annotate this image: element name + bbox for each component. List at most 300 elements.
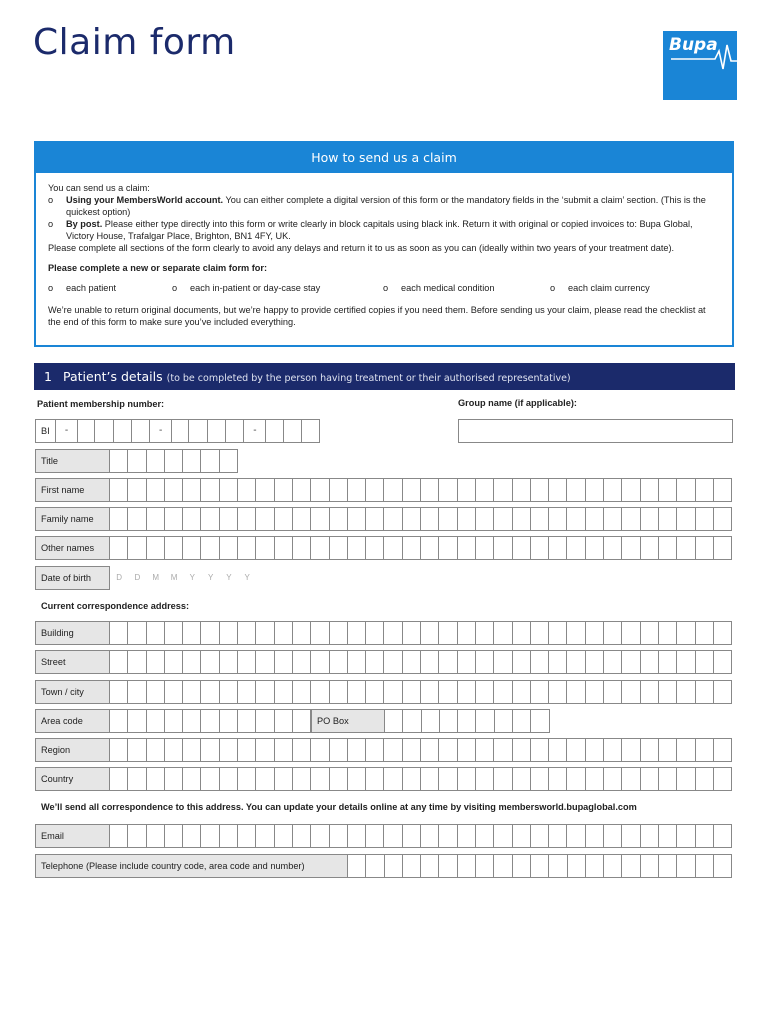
- char-cell[interactable]: [622, 507, 640, 531]
- char-cell[interactable]: [201, 680, 219, 704]
- char-cell[interactable]: [494, 507, 512, 531]
- char-cell[interactable]: [348, 680, 366, 704]
- char-cell[interactable]: [275, 478, 293, 502]
- char-cell[interactable]: [147, 536, 165, 560]
- membership-digit-cell[interactable]: [208, 419, 226, 443]
- char-cell[interactable]: [531, 738, 549, 762]
- char-cell[interactable]: [128, 709, 146, 733]
- char-cell[interactable]: [293, 709, 311, 733]
- char-cell[interactable]: [256, 824, 274, 848]
- char-cell[interactable]: [147, 680, 165, 704]
- char-cell[interactable]: [348, 824, 366, 848]
- char-cell[interactable]: [476, 824, 494, 848]
- char-cell[interactable]: [348, 767, 366, 791]
- char-cell[interactable]: [293, 767, 311, 791]
- char-cell[interactable]: [147, 478, 165, 502]
- char-cell[interactable]: [238, 709, 256, 733]
- char-cell[interactable]: [384, 478, 402, 502]
- char-cell[interactable]: [549, 680, 567, 704]
- char-cell[interactable]: [366, 621, 384, 645]
- char-cell[interactable]: [439, 478, 457, 502]
- char-cell[interactable]: [422, 709, 440, 733]
- char-cell[interactable]: [531, 854, 549, 878]
- char-cell[interactable]: [567, 738, 585, 762]
- char-cell[interactable]: [220, 478, 238, 502]
- char-cell[interactable]: [458, 507, 476, 531]
- char-cell[interactable]: [677, 621, 695, 645]
- char-cell[interactable]: [348, 854, 366, 878]
- char-cell[interactable]: [348, 738, 366, 762]
- char-cell[interactable]: [659, 680, 677, 704]
- char-cell[interactable]: [238, 478, 256, 502]
- membership-digit-cell[interactable]: [132, 419, 150, 443]
- char-cell[interactable]: [201, 478, 219, 502]
- char-cell[interactable]: [439, 680, 457, 704]
- char-cell[interactable]: [696, 824, 714, 848]
- char-cell[interactable]: [531, 680, 549, 704]
- char-cell[interactable]: [677, 680, 695, 704]
- char-cell[interactable]: [275, 680, 293, 704]
- char-cell[interactable]: [513, 680, 531, 704]
- char-cell[interactable]: [311, 738, 329, 762]
- char-cell[interactable]: [403, 621, 421, 645]
- char-cell[interactable]: [311, 680, 329, 704]
- char-cell[interactable]: [366, 536, 384, 560]
- char-cell[interactable]: [110, 621, 128, 645]
- char-cell[interactable]: [165, 709, 183, 733]
- char-cell[interactable]: [384, 738, 402, 762]
- char-cell[interactable]: [513, 767, 531, 791]
- char-cell[interactable]: [458, 650, 476, 674]
- char-cell[interactable]: [622, 650, 640, 674]
- char-cell[interactable]: [201, 709, 219, 733]
- char-cell[interactable]: [128, 478, 146, 502]
- char-cell[interactable]: [439, 507, 457, 531]
- char-cell[interactable]: [311, 536, 329, 560]
- char-cell[interactable]: [256, 767, 274, 791]
- char-cell[interactable]: [513, 478, 531, 502]
- char-cell[interactable]: [220, 738, 238, 762]
- char-cell[interactable]: [677, 507, 695, 531]
- char-cell[interactable]: [677, 854, 695, 878]
- char-cell[interactable]: [183, 478, 201, 502]
- char-cell[interactable]: [256, 650, 274, 674]
- membership-digit-cell[interactable]: [171, 419, 189, 443]
- char-cell[interactable]: [403, 536, 421, 560]
- char-cell[interactable]: [330, 536, 348, 560]
- char-cell[interactable]: [476, 709, 494, 733]
- char-cell[interactable]: [494, 621, 512, 645]
- char-cell[interactable]: [696, 507, 714, 531]
- char-cell[interactable]: [238, 650, 256, 674]
- char-cell[interactable]: [403, 680, 421, 704]
- char-cell[interactable]: [256, 478, 274, 502]
- char-cell[interactable]: [622, 767, 640, 791]
- char-cell[interactable]: [330, 478, 348, 502]
- char-cell[interactable]: [458, 738, 476, 762]
- char-cell[interactable]: [421, 536, 439, 560]
- char-cell[interactable]: [421, 767, 439, 791]
- char-cell[interactable]: [494, 738, 512, 762]
- membership-digit-cell[interactable]: [114, 419, 132, 443]
- char-cell[interactable]: [366, 767, 384, 791]
- char-cell[interactable]: [403, 709, 421, 733]
- char-cell[interactable]: [238, 536, 256, 560]
- char-cell[interactable]: Y: [201, 566, 219, 590]
- char-cell[interactable]: [201, 507, 219, 531]
- char-cell[interactable]: [128, 507, 146, 531]
- char-cell[interactable]: [165, 650, 183, 674]
- char-cell[interactable]: [293, 680, 311, 704]
- char-cell[interactable]: [293, 507, 311, 531]
- char-cell[interactable]: [275, 507, 293, 531]
- char-cell[interactable]: [476, 767, 494, 791]
- char-cell[interactable]: [622, 680, 640, 704]
- char-cell[interactable]: [110, 650, 128, 674]
- char-cell[interactable]: [238, 738, 256, 762]
- char-cell[interactable]: [458, 709, 476, 733]
- char-cell[interactable]: [183, 507, 201, 531]
- char-cell[interactable]: [110, 449, 128, 473]
- char-cell[interactable]: [696, 650, 714, 674]
- char-cell[interactable]: [311, 507, 329, 531]
- char-cell[interactable]: [513, 824, 531, 848]
- char-cell[interactable]: [714, 824, 732, 848]
- char-cell[interactable]: [238, 767, 256, 791]
- char-cell[interactable]: [421, 854, 439, 878]
- char-cell[interactable]: [513, 854, 531, 878]
- char-cell[interactable]: [165, 738, 183, 762]
- char-cell[interactable]: [604, 767, 622, 791]
- char-cell[interactable]: [641, 767, 659, 791]
- char-cell[interactable]: [403, 738, 421, 762]
- char-cell[interactable]: [421, 680, 439, 704]
- char-cell[interactable]: [586, 650, 604, 674]
- char-cell[interactable]: [696, 738, 714, 762]
- char-cell[interactable]: M: [165, 566, 183, 590]
- char-cell[interactable]: [311, 621, 329, 645]
- char-cell[interactable]: [110, 709, 128, 733]
- char-cell[interactable]: [586, 680, 604, 704]
- char-cell[interactable]: [586, 738, 604, 762]
- char-cell[interactable]: [494, 824, 512, 848]
- membership-digit-cell[interactable]: [77, 419, 95, 443]
- char-cell[interactable]: [549, 478, 567, 502]
- char-cell[interactable]: [147, 824, 165, 848]
- char-cell[interactable]: [183, 621, 201, 645]
- char-cell[interactable]: [549, 507, 567, 531]
- char-cell[interactable]: [220, 621, 238, 645]
- char-cell[interactable]: [201, 621, 219, 645]
- char-cell[interactable]: [604, 824, 622, 848]
- char-cell[interactable]: [183, 709, 201, 733]
- char-cell[interactable]: [604, 680, 622, 704]
- char-cell[interactable]: [183, 449, 201, 473]
- char-cell[interactable]: [403, 767, 421, 791]
- char-cell[interactable]: [110, 536, 128, 560]
- char-cell[interactable]: [513, 709, 531, 733]
- char-cell[interactable]: [220, 507, 238, 531]
- char-cell[interactable]: [147, 507, 165, 531]
- char-cell[interactable]: [513, 738, 531, 762]
- char-cell[interactable]: [256, 536, 274, 560]
- char-cell[interactable]: [403, 650, 421, 674]
- char-cell[interactable]: [439, 738, 457, 762]
- char-cell[interactable]: [586, 621, 604, 645]
- char-cell[interactable]: [201, 536, 219, 560]
- char-cell[interactable]: [421, 650, 439, 674]
- char-cell[interactable]: [494, 536, 512, 560]
- char-cell[interactable]: [549, 621, 567, 645]
- char-cell[interactable]: [330, 507, 348, 531]
- membership-digit-cell[interactable]: [189, 419, 207, 443]
- char-cell[interactable]: [604, 854, 622, 878]
- char-cell[interactable]: [293, 478, 311, 502]
- char-cell[interactable]: [476, 478, 494, 502]
- char-cell[interactable]: [110, 478, 128, 502]
- char-cell[interactable]: [622, 536, 640, 560]
- char-cell[interactable]: [293, 738, 311, 762]
- char-cell[interactable]: [220, 449, 238, 473]
- char-cell[interactable]: [641, 536, 659, 560]
- char-cell[interactable]: [677, 824, 695, 848]
- char-cell[interactable]: [641, 824, 659, 848]
- char-cell[interactable]: [586, 507, 604, 531]
- char-cell[interactable]: [513, 536, 531, 560]
- char-cell[interactable]: [275, 709, 293, 733]
- char-cell[interactable]: [256, 680, 274, 704]
- char-cell[interactable]: [238, 621, 256, 645]
- char-cell[interactable]: [330, 680, 348, 704]
- char-cell[interactable]: [147, 449, 165, 473]
- char-cell[interactable]: [696, 536, 714, 560]
- char-cell[interactable]: [696, 680, 714, 704]
- char-cell[interactable]: [330, 621, 348, 645]
- char-cell[interactable]: [165, 536, 183, 560]
- char-cell[interactable]: [293, 621, 311, 645]
- char-cell[interactable]: [641, 478, 659, 502]
- char-cell[interactable]: [549, 767, 567, 791]
- char-cell[interactable]: [201, 767, 219, 791]
- char-cell[interactable]: [147, 738, 165, 762]
- char-cell[interactable]: [128, 824, 146, 848]
- char-cell[interactable]: [604, 536, 622, 560]
- char-cell[interactable]: [641, 680, 659, 704]
- char-cell[interactable]: [677, 536, 695, 560]
- char-cell[interactable]: [714, 507, 732, 531]
- char-cell[interactable]: [531, 709, 549, 733]
- char-cell[interactable]: [696, 767, 714, 791]
- char-cell[interactable]: [604, 478, 622, 502]
- char-cell[interactable]: [567, 680, 585, 704]
- char-cell[interactable]: [330, 650, 348, 674]
- char-cell[interactable]: [567, 536, 585, 560]
- char-cell[interactable]: [403, 478, 421, 502]
- char-cell[interactable]: [201, 650, 219, 674]
- char-cell[interactable]: [659, 767, 677, 791]
- char-cell[interactable]: [421, 507, 439, 531]
- char-cell[interactable]: [366, 824, 384, 848]
- char-cell[interactable]: [330, 824, 348, 848]
- char-cell[interactable]: [659, 738, 677, 762]
- char-cell[interactable]: [476, 680, 494, 704]
- char-cell[interactable]: [128, 449, 146, 473]
- char-cell[interactable]: [714, 738, 732, 762]
- char-cell[interactable]: [494, 478, 512, 502]
- char-cell[interactable]: [220, 650, 238, 674]
- char-cell[interactable]: [165, 449, 183, 473]
- char-cell[interactable]: [458, 680, 476, 704]
- char-cell[interactable]: [714, 680, 732, 704]
- char-cell[interactable]: [311, 478, 329, 502]
- char-cell[interactable]: [311, 650, 329, 674]
- char-cell[interactable]: [384, 621, 402, 645]
- char-cell[interactable]: [147, 621, 165, 645]
- char-cell[interactable]: [567, 650, 585, 674]
- char-cell[interactable]: [622, 738, 640, 762]
- char-cell[interactable]: [494, 767, 512, 791]
- char-cell[interactable]: [586, 854, 604, 878]
- char-cell[interactable]: D: [128, 566, 146, 590]
- char-cell[interactable]: [385, 854, 403, 878]
- char-cell[interactable]: [403, 824, 421, 848]
- char-cell[interactable]: [439, 536, 457, 560]
- char-cell[interactable]: [165, 767, 183, 791]
- char-cell[interactable]: [495, 709, 513, 733]
- char-cell[interactable]: [385, 709, 403, 733]
- char-cell[interactable]: [128, 621, 146, 645]
- char-cell[interactable]: [403, 507, 421, 531]
- char-cell[interactable]: [659, 650, 677, 674]
- membership-digit-cell[interactable]: [226, 419, 244, 443]
- char-cell[interactable]: [366, 680, 384, 704]
- char-cell[interactable]: [439, 621, 457, 645]
- membership-digit-cell[interactable]: [302, 419, 320, 443]
- char-cell[interactable]: [384, 767, 402, 791]
- char-cell[interactable]: [696, 478, 714, 502]
- char-cell[interactable]: [348, 621, 366, 645]
- char-cell[interactable]: [128, 767, 146, 791]
- char-cell[interactable]: [421, 621, 439, 645]
- char-cell[interactable]: [714, 854, 732, 878]
- char-cell[interactable]: [714, 621, 732, 645]
- char-cell[interactable]: [476, 738, 494, 762]
- char-cell[interactable]: [421, 824, 439, 848]
- char-cell[interactable]: [622, 854, 640, 878]
- char-cell[interactable]: [183, 536, 201, 560]
- char-cell[interactable]: [128, 680, 146, 704]
- char-cell[interactable]: [348, 507, 366, 531]
- char-cell[interactable]: Y: [220, 566, 238, 590]
- char-cell[interactable]: [641, 621, 659, 645]
- char-cell[interactable]: M: [147, 566, 165, 590]
- char-cell[interactable]: [677, 478, 695, 502]
- char-cell[interactable]: [293, 824, 311, 848]
- char-cell[interactable]: [586, 824, 604, 848]
- char-cell[interactable]: [549, 824, 567, 848]
- char-cell[interactable]: [275, 650, 293, 674]
- char-cell[interactable]: [220, 536, 238, 560]
- char-cell[interactable]: [421, 738, 439, 762]
- membership-digit-cell[interactable]: [284, 419, 302, 443]
- char-cell[interactable]: [384, 680, 402, 704]
- char-cell[interactable]: Y: [238, 566, 256, 590]
- char-cell[interactable]: [604, 650, 622, 674]
- char-cell[interactable]: [165, 507, 183, 531]
- char-cell[interactable]: [531, 621, 549, 645]
- char-cell[interactable]: [275, 738, 293, 762]
- char-cell[interactable]: [677, 650, 695, 674]
- char-cell[interactable]: [183, 767, 201, 791]
- char-cell[interactable]: [659, 621, 677, 645]
- char-cell[interactable]: [677, 767, 695, 791]
- char-cell[interactable]: [183, 650, 201, 674]
- char-cell[interactable]: [128, 650, 146, 674]
- char-cell[interactable]: [165, 680, 183, 704]
- char-cell[interactable]: [348, 478, 366, 502]
- char-cell[interactable]: [366, 650, 384, 674]
- char-cell[interactable]: [256, 621, 274, 645]
- char-cell[interactable]: [696, 854, 714, 878]
- char-cell[interactable]: [458, 824, 476, 848]
- char-cell[interactable]: [439, 650, 457, 674]
- char-cell[interactable]: [659, 824, 677, 848]
- char-cell[interactable]: [659, 536, 677, 560]
- char-cell[interactable]: [494, 854, 512, 878]
- char-cell[interactable]: [128, 738, 146, 762]
- char-cell[interactable]: [403, 854, 421, 878]
- char-cell[interactable]: [256, 507, 274, 531]
- char-cell[interactable]: [183, 680, 201, 704]
- char-cell[interactable]: [458, 536, 476, 560]
- char-cell[interactable]: Y: [183, 566, 201, 590]
- char-cell[interactable]: [696, 621, 714, 645]
- char-cell[interactable]: [622, 824, 640, 848]
- char-cell[interactable]: [110, 738, 128, 762]
- char-cell[interactable]: [183, 738, 201, 762]
- char-cell[interactable]: [659, 854, 677, 878]
- char-cell[interactable]: [476, 854, 494, 878]
- char-cell[interactable]: [384, 507, 402, 531]
- char-cell[interactable]: [567, 767, 585, 791]
- char-cell[interactable]: [238, 824, 256, 848]
- char-cell[interactable]: [330, 767, 348, 791]
- char-cell[interactable]: [513, 507, 531, 531]
- char-cell[interactable]: [366, 738, 384, 762]
- char-cell[interactable]: [384, 650, 402, 674]
- char-cell[interactable]: [110, 507, 128, 531]
- char-cell[interactable]: [549, 650, 567, 674]
- char-cell[interactable]: [220, 709, 238, 733]
- membership-digit-cell[interactable]: [95, 419, 113, 443]
- char-cell[interactable]: [458, 767, 476, 791]
- char-cell[interactable]: [238, 507, 256, 531]
- char-cell[interactable]: [622, 621, 640, 645]
- char-cell[interactable]: [476, 536, 494, 560]
- char-cell[interactable]: [311, 767, 329, 791]
- char-cell[interactable]: [439, 824, 457, 848]
- char-cell[interactable]: [641, 507, 659, 531]
- char-cell[interactable]: [256, 709, 274, 733]
- char-cell[interactable]: [714, 767, 732, 791]
- char-cell[interactable]: D: [110, 566, 128, 590]
- char-cell[interactable]: [494, 650, 512, 674]
- char-cell[interactable]: [476, 621, 494, 645]
- char-cell[interactable]: [586, 767, 604, 791]
- char-cell[interactable]: [110, 680, 128, 704]
- char-cell[interactable]: [458, 478, 476, 502]
- char-cell[interactable]: [201, 449, 219, 473]
